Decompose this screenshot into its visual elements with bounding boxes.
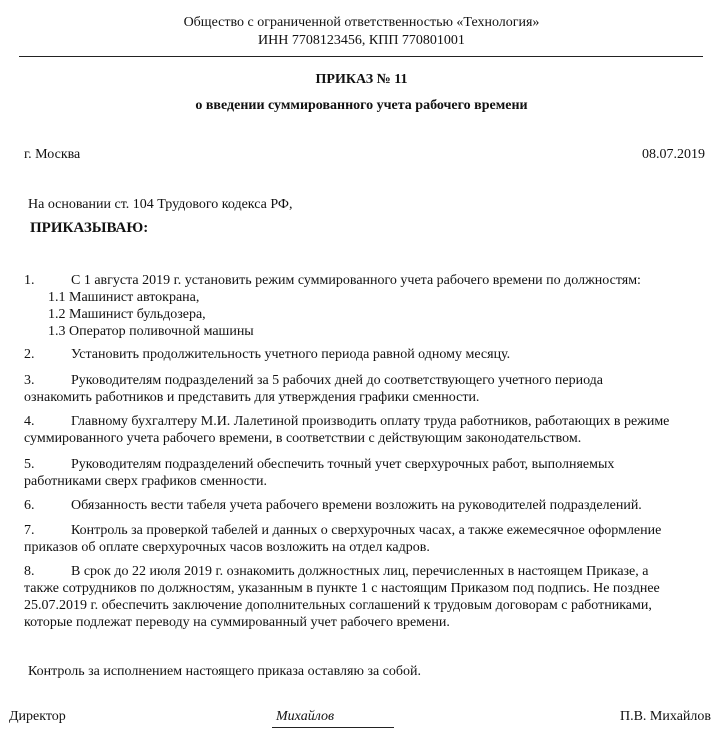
- item-text: Руководителям подразделений за 5 рабочих дней до соответствующего учетного периода: [71, 373, 604, 388]
- item-number: 3.: [24, 373, 35, 388]
- document-date: 08.07.2019: [642, 147, 705, 162]
- order-item: [24, 497, 704, 514]
- item-text-continuation: суммированного учета рабочего времени, в соответствии с действующим законодательством.: [24, 431, 582, 446]
- sub-item-text: Машинист автокрана,: [69, 290, 200, 305]
- org-ids: ИНН 7708123456, КПП 770801001: [258, 33, 465, 48]
- order-item: [24, 522, 704, 556]
- order-word: ПРИКАЗЫВАЮ:: [30, 220, 149, 236]
- header-divider: [19, 56, 703, 57]
- sub-item-text: Оператор поливочной машины: [69, 324, 254, 339]
- item-number: 1.: [24, 273, 35, 288]
- item-text: Главному бухгалтеру М.И. Лалетиной производить оплату труда работников, работающих в режиме: [71, 414, 670, 429]
- order-item: [24, 372, 704, 406]
- sub-item-number: 1.2: [48, 307, 66, 322]
- item-number: 4.: [24, 414, 35, 429]
- item-number: 7.: [24, 523, 35, 538]
- order-item: [24, 563, 704, 631]
- item-number: 6.: [24, 498, 35, 513]
- signature-name: П.В. Михайлов: [619, 709, 711, 724]
- document-title: ПРИКАЗ № 11: [315, 72, 408, 87]
- sub-item: [48, 306, 206, 323]
- order-item: [24, 413, 704, 447]
- item-text: Обязанность вести табеля учета рабочего времени возложить на руководителей подразделений.: [71, 498, 642, 513]
- sub-item-text: Машинист бульдозера,: [69, 307, 206, 322]
- signature-line: [272, 727, 394, 728]
- order-item: [24, 346, 704, 363]
- sub-item: [48, 323, 254, 340]
- sub-item-number: 1.1: [48, 290, 66, 305]
- item-text: Руководителям подразделений обеспечить точный учет сверхурочных работ, выполняемых: [71, 457, 615, 472]
- control-clause: Контроль за исполнением настоящего приказа оставляю за собой.: [28, 664, 422, 679]
- document-subtitle: о введении суммированного учета рабочего времени: [195, 98, 528, 113]
- item-number: 5.: [24, 457, 35, 472]
- item-text-continuation: ознакомить работников и представить для утверждения графики сменности.: [24, 390, 480, 405]
- item-number: 8.: [24, 564, 35, 579]
- item-text: Контроль за проверкой табелей и данных о сверхурочных часах, а также ежемесячное оформление: [71, 523, 662, 538]
- basis-text: На основании ст. 104 Трудового кодекса РФ,: [28, 197, 293, 212]
- sub-item-number: 1.3: [48, 324, 66, 339]
- item-text: С 1 августа 2019 г. установить режим суммированного учета рабочего времени по должностям:: [71, 273, 641, 288]
- order-item: [24, 272, 704, 289]
- order-item: [24, 456, 704, 490]
- item-text-continuation: приказов об оплате сверхурочных часов возложить на отдел кадров.: [24, 540, 430, 555]
- document-city: г. Москва: [24, 147, 81, 162]
- signature-position: Директор: [9, 709, 66, 724]
- org-name: Общество с ограниченной ответственностью «Технология»: [183, 15, 540, 30]
- item-number: 2.: [24, 347, 35, 362]
- item-text: В срок до 22 июля 2019 г. ознакомить должностных лиц, перечисленных в настоящем Приказе, а: [71, 564, 649, 579]
- sub-item: [48, 289, 199, 306]
- item-text-continuation: 25.07.2019 г. обеспечить заключение дополнительных соглашений к трудовым договорам с работниками,: [24, 598, 652, 613]
- signature-handwritten: Михайлов: [276, 709, 335, 724]
- item-text-continuation: которые подлежат переводу на суммированный учет рабочего времени.: [24, 615, 450, 630]
- item-text-continuation: также сотрудников по должностям, указанным в пункте 1 с настоящим Приказом под подпись. Не позднее: [24, 581, 660, 596]
- item-text: Установить продолжительность учетного периода равной одному месяцу.: [71, 347, 511, 362]
- item-text-continuation: работниками сверх графиков сменности.: [24, 474, 268, 489]
